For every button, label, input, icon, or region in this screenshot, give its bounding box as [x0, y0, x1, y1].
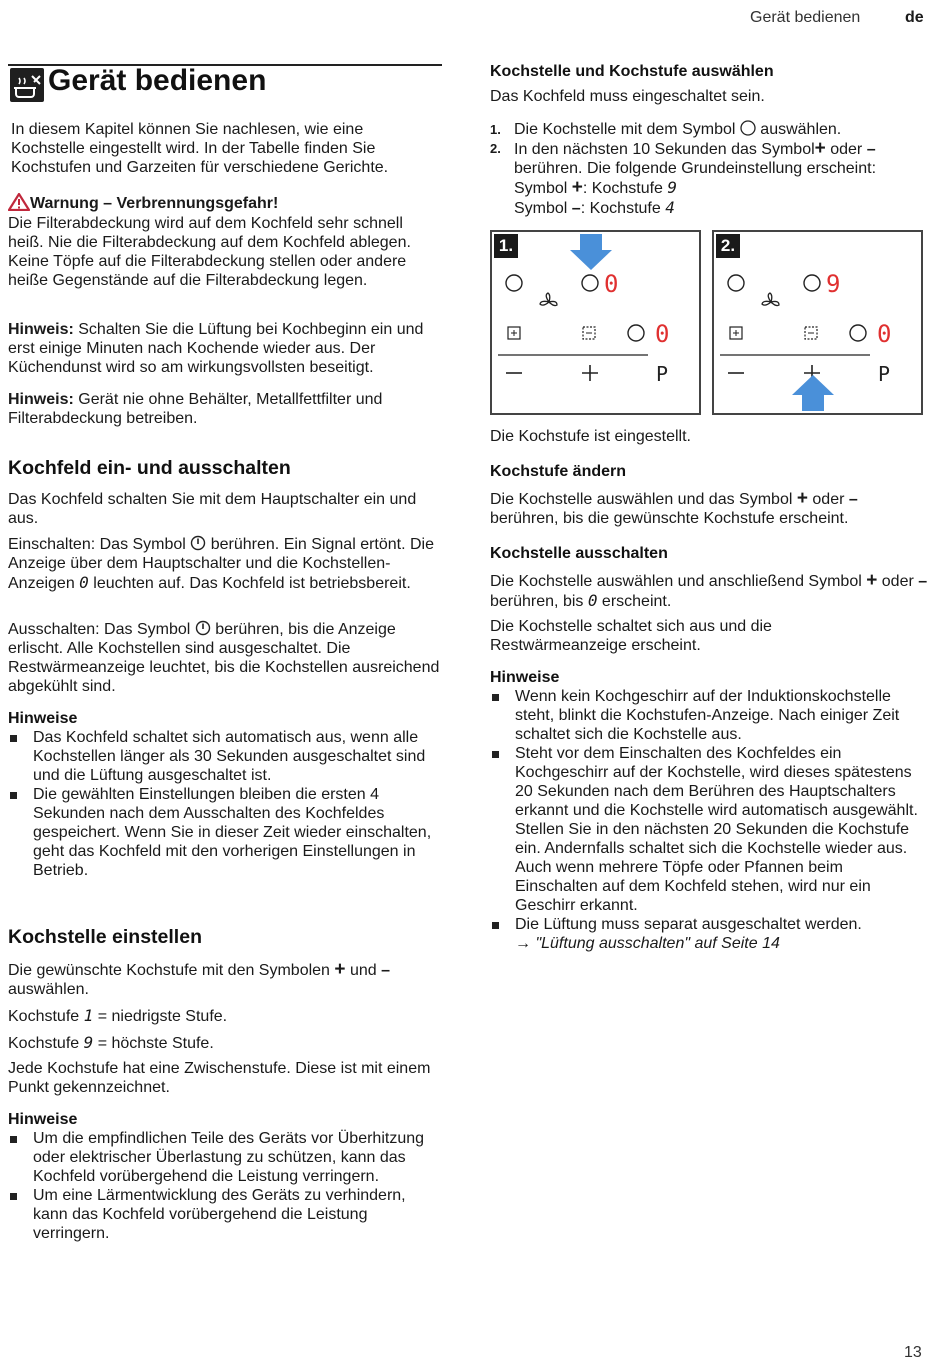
s2-hinweise-heading: Hinweise — [8, 1111, 78, 1128]
step-badge: 2. — [716, 234, 740, 258]
warning-block — [8, 193, 440, 290]
text-span: Auch wenn mehrere Töpfe oder Pfannen beim Einschalten auf dem Kochfeld stehen, wird nur ein Geschirr erkannt. — [515, 859, 871, 914]
text-span: berühren, bis die Anzeige erlischt. Alle Kochstellen sind ausgeschaltet. Die Restwärmeanzeige leuchtet, bis die Kochstellen ausreichend abgekühlt sind. — [8, 621, 440, 695]
cooking-pot-icon — [10, 68, 44, 102]
display-digit: 4 — [665, 198, 675, 217]
note-container — [8, 390, 443, 428]
panel-drawing — [492, 232, 699, 413]
plus-icon — [582, 365, 598, 381]
minus-icon: – — [866, 141, 876, 158]
s2-paragraph-intermediate: Jede Kochstufe hat eine Zwischenstufe. Diese ist mit einem Punkt gekennzeichnet. — [8, 1060, 431, 1096]
step-list — [490, 120, 930, 218]
text-span: = höchste Stufe. — [93, 1035, 214, 1052]
cross-reference-link[interactable]: "Lüftung ausschalten" auf Seite 14 — [535, 935, 780, 952]
plus-icon: + — [796, 488, 808, 509]
note-ventilation — [8, 320, 443, 377]
text-span: Kochstufe — [8, 1035, 84, 1052]
text-span: auswählen. — [755, 121, 842, 138]
p-label: P — [878, 362, 891, 386]
text-span: oder — [877, 573, 919, 590]
list-item — [490, 744, 925, 915]
warning-title-line — [8, 193, 440, 213]
control-panel-diagram-2 — [712, 230, 923, 415]
sec-c-paragraph-2: Die Kochstelle schaltet sich aus und die Restwärmeanzeige erscheint. — [490, 618, 772, 654]
power-icon — [195, 620, 211, 636]
s1-paragraph-switch-on — [8, 535, 443, 593]
fan-icon — [762, 293, 779, 306]
fan-icon — [540, 293, 557, 306]
zone-select-icon — [582, 275, 598, 291]
diagram-caption: Die Kochstufe ist eingestellt. — [490, 428, 691, 445]
step-number: 2. — [490, 141, 501, 156]
zone-select-icon — [628, 325, 644, 341]
intro-paragraph: In diesem Kapitel können Sie nachlesen, wie eine Kochstelle eingestellt wird. In der Tabelle finden Sie Kochstufen und Garzeiten für verschiedene Gerichte. — [11, 121, 389, 176]
text-span: leuchten auf. Das Kochfeld ist betriebsbereit. — [88, 575, 411, 592]
note-text: Gerät nie ohne Behälter, Metallfettfilter und Filterabdeckung betreiben. — [8, 391, 383, 427]
link-arrow-icon: → — [515, 935, 531, 952]
plus-icon: + — [814, 138, 826, 159]
zone-select-icon — [804, 275, 820, 291]
down-arrow-icon — [570, 234, 612, 270]
page-number: 13 — [904, 1344, 922, 1361]
list-item: Um die empfindlichen Teile des Geräts vor Überhitzung oder elektrischer Überlastung zu schützen, kann das Kochfeld vorübergehend die Leistung verringern. — [8, 1129, 440, 1186]
text-span: berühren. Die folgende Grundeinstellung erscheint: — [514, 160, 877, 177]
list-item: Um eine Lärmentwicklung des Geräts zu verhindern, kann das Kochfeld vorübergehend die Leistung verringern. — [8, 1186, 440, 1243]
plus-icon: + — [866, 570, 878, 591]
display-digit: 0 — [587, 591, 598, 610]
s1-hinweise-heading: Hinweise — [8, 710, 78, 727]
text-span: berühren, bis die gewünschte Kochstufe erscheint. — [490, 510, 849, 527]
display-digit: 0 — [655, 320, 670, 348]
list-item: Die gewählten Einstellungen bleiben die ersten 4 Sekunden nach dem Ausschalten des Kochfeldes gespeichert. Wenn Sie in dieser Zeit wieder einschalten, geht das Kochfeld mit den vorherigen Einstellungen in Betrieb. — [8, 785, 440, 880]
section-heading-set-zone: Kochstelle einstellen — [8, 926, 202, 948]
timer-icon — [583, 327, 595, 339]
text-span: Die Lüftung muss separat ausgeschaltet werden. — [515, 916, 862, 933]
minus-icon: – — [571, 200, 581, 217]
power-icon — [190, 535, 206, 551]
s2-paragraph-1 — [8, 960, 443, 999]
warning-triangle-icon — [8, 193, 30, 211]
text-span: oder — [825, 141, 867, 158]
text-span: erscheint. — [597, 593, 672, 610]
zone-select-icon — [728, 275, 744, 291]
s2-bullet-list — [8, 1129, 440, 1243]
text-span: = niedrigste Stufe. — [93, 1008, 228, 1025]
display-digit: 9 — [667, 178, 678, 197]
text-span: und — [345, 962, 382, 979]
s1-bullet-list — [8, 728, 440, 880]
circle-select-icon — [740, 120, 756, 136]
chapter-title: Gerät bedienen — [48, 64, 267, 97]
text-span: Symbol — [514, 200, 572, 217]
step-number: 1. — [490, 122, 501, 137]
note-label: Hinweis: — [8, 391, 74, 408]
display-digit: 0 — [877, 320, 892, 348]
step-item — [490, 139, 930, 218]
control-panel-diagram-1 — [490, 230, 701, 415]
warning-text: Die Filterabdeckung wird auf dem Kochfeld sehr schnell heiß. Nie die Filterabdeckung auf dem Kochfeld ablegen. Keine Töpfe auf die Filterabdeckung stellen oder andere heiße Gegenstände auf die Filterabdeckung legen. — [8, 215, 411, 289]
section-heading-on-off: Kochfeld ein- und ausschalten — [8, 457, 291, 479]
plus-square-icon — [730, 327, 742, 339]
panel-drawing — [714, 232, 921, 413]
s1-paragraph-switch-off — [8, 620, 443, 696]
text-span: : Kochstufe — [580, 200, 666, 217]
display-digit: 9 — [826, 270, 841, 298]
sec-a-paragraph: Das Kochfeld muss eingeschaltet sein. — [490, 88, 765, 105]
text-span: : Kochstufe — [582, 180, 668, 197]
minus-icon: – — [848, 491, 858, 508]
text-span: Die Kochstelle auswählen und anschließend Symbol — [490, 573, 867, 590]
zone-select-icon — [506, 275, 522, 291]
plus-icon: + — [334, 959, 346, 980]
minus-icon: – — [918, 573, 928, 590]
p-label: P — [656, 362, 669, 386]
chapter-heading — [8, 64, 442, 97]
text-span: Symbol — [514, 180, 572, 197]
step-item — [490, 120, 930, 139]
sec-c-paragraph-1 — [490, 571, 930, 611]
text-span: Die Kochstelle auswählen und das Symbol — [490, 491, 797, 508]
section-heading-switch-off-zone: Kochstelle ausschalten — [490, 545, 668, 562]
text-span: Die gewünschte Kochstufe mit den Symbolen — [8, 962, 335, 979]
text-span: In den nächsten 10 Sekunden das Symbol — [514, 141, 815, 158]
text-span: Ausschalten: Das Symbol — [8, 621, 195, 638]
display-digit: 1 — [83, 1006, 94, 1025]
display-digit: 0 — [79, 573, 89, 592]
section-heading-select-zone: Kochstelle und Kochstufe auswählen — [490, 63, 774, 80]
warning-title: Warnung – Verbrennungsgefahr! — [30, 195, 279, 212]
sec-b-paragraph — [490, 489, 930, 528]
zone-select-icon — [850, 325, 866, 341]
s2-highest-level — [8, 1033, 443, 1053]
step-badge: 1. — [494, 234, 518, 258]
s1-paragraph-1: Das Kochfeld schalten Sie mit dem Hauptschalter ein und aus. — [8, 491, 417, 527]
text-span: oder — [807, 491, 849, 508]
up-arrow-icon — [792, 375, 834, 411]
note-text: Schalten Sie die Lüftung bei Kochbeginn ein und erst einige Minuten nach Kochende wieder aus. Der Küchendunst wird so am wirkungsvollsten beseitigt. — [8, 321, 424, 376]
right-bullet-list — [490, 687, 925, 953]
list-item: Wenn kein Kochgeschirr auf der Induktionskochstelle steht, blinkt die Kochstufen-Anzeige. Nach einiger Zeit schaltet sich die Kochstelle aus. — [490, 687, 925, 744]
language-tag: de — [905, 9, 924, 26]
note-label: Hinweis: — [8, 321, 74, 338]
text-span: berühren, bis — [490, 593, 588, 610]
list-item — [490, 915, 925, 953]
text-span: Kochstufe — [8, 1008, 84, 1025]
right-hinweise-heading: Hinweise — [490, 669, 560, 686]
text-span: Einschalten: Das Symbol — [8, 536, 191, 553]
text-span: Steht vor dem Einschalten des Kochfeldes ein Kochgeschirr auf der Kochstelle, wird dieses spätestens 20 Sekunden nach dem Berühren des Hauptschalters erkannt und die Kochstelle wird automatisch ausgewählt. Stellen Sie in den nächsten 20 Sekunden die Kochstufe ein. Andernfalls schaltet sich die Kochstelle wieder aus. — [515, 745, 918, 857]
list-item: Das Kochfeld schaltet sich automatisch aus, wenn alle Kochstellen länger als 30 Sekunden ausgeschaltet sind und die Lüftung ausgeschaltet ist. — [8, 728, 440, 785]
minus-icon: – — [381, 962, 391, 979]
plus-square-icon — [508, 327, 520, 339]
display-digit: 0 — [604, 270, 619, 298]
timer-icon — [805, 327, 817, 339]
text-span: Die Kochstelle mit dem Symbol — [514, 121, 740, 138]
text-span: berühren. Ein Signal ertönt. Die Anzeige über dem Hauptschalter und die Kochstellen-Anzeigen — [8, 536, 434, 592]
plus-icon: + — [571, 177, 583, 198]
s2-lowest-level — [8, 1006, 443, 1026]
text-span: auswählen. — [8, 981, 89, 998]
running-header-title: Gerät bedienen — [750, 9, 861, 26]
display-digit: 9 — [83, 1033, 94, 1052]
section-heading-change-level: Kochstufe ändern — [490, 463, 627, 480]
